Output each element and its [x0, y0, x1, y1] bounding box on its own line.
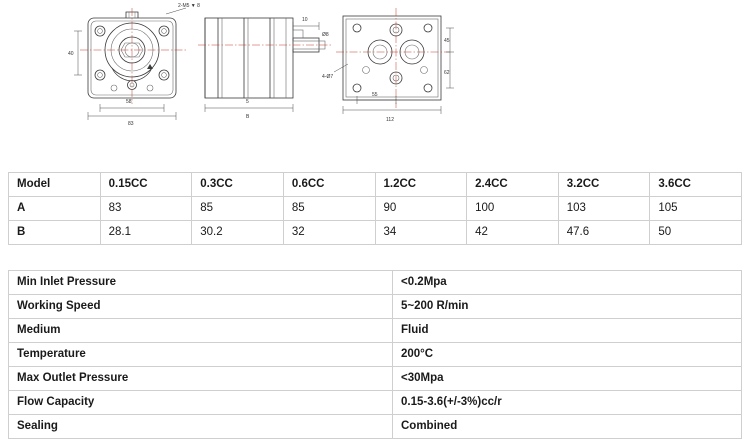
annotation-rear-bottom: 112 [386, 117, 394, 123]
annotation-side-inner: 5 [246, 99, 249, 105]
dimension-b-2: 32 [283, 221, 375, 245]
table-row [9, 173, 742, 197]
spec-value-min-inlet-pressure: <0.2Mpa [393, 271, 742, 295]
table-row [9, 197, 742, 221]
spec-label-medium: Medium [9, 319, 393, 343]
pump-technical-drawing [0, 0, 750, 160]
dimension-a-5: 103 [558, 197, 650, 221]
table-row [9, 367, 742, 391]
dimension-header-3: 1.2CC [375, 173, 467, 197]
table-row [9, 391, 742, 415]
spec-label-sealing: Sealing [9, 415, 393, 439]
dimension-a-0: 83 [100, 197, 192, 221]
spec-value-medium: Fluid [393, 319, 742, 343]
table-row [9, 271, 742, 295]
annotation-rear-right-bottom: 62 [444, 70, 450, 76]
spec-label-temperature: Temperature [9, 343, 393, 367]
spec-label-max-outlet-pressure: Max Outlet Pressure [9, 367, 393, 391]
dimension-b-6: 50 [650, 221, 742, 245]
side-view [198, 18, 333, 112]
spec-label-working-speed: Working Speed [9, 295, 393, 319]
dimension-b-3: 34 [375, 221, 467, 245]
annotation-front-bottom-width: 83 [128, 121, 134, 127]
dimension-header-2: 0.6CC [283, 173, 375, 197]
dimension-a-3: 90 [375, 197, 467, 221]
rear-view [334, 8, 454, 114]
dimension-a-4: 100 [467, 197, 559, 221]
dimension-a-2: 85 [283, 197, 375, 221]
dimension-table [8, 172, 742, 245]
specification-table [8, 270, 742, 439]
dimension-b-0: 28.1 [100, 221, 192, 245]
dimension-header-model: Model [9, 173, 101, 197]
annotation-front-bottom-center: 58 [126, 99, 132, 105]
dimension-a-6: 105 [650, 197, 742, 221]
dimension-b-1: 30.2 [192, 221, 284, 245]
dimension-header-1: 0.3CC [192, 173, 284, 197]
table-row [9, 221, 742, 245]
table-row [9, 295, 742, 319]
spec-value-flow-capacity: 0.15-3.6(+/-3%)cc/r [393, 391, 742, 415]
dimension-row-label-a: A [9, 197, 101, 221]
annotation-side-shaft: Ø8 [322, 32, 329, 38]
annotation-rear-bottom-small: 55 [372, 92, 378, 98]
annotation-rear-left: 4-Ø7 [322, 74, 334, 80]
spec-label-flow-capacity: Flow Capacity [9, 391, 393, 415]
annotation-front-top-right: 2-M5 ▼ 8 [178, 3, 200, 9]
dimension-header-0: 0.15CC [100, 173, 192, 197]
dimension-header-5: 3.2CC [558, 173, 650, 197]
spec-label-min-inlet-pressure: Min Inlet Pressure [9, 271, 393, 295]
annotation-side-bottom: B [246, 114, 250, 120]
dimension-b-5: 47.6 [558, 221, 650, 245]
spec-value-sealing: Combined [393, 415, 742, 439]
dimension-table-container [8, 172, 742, 245]
dimension-b-4: 42 [467, 221, 559, 245]
specification-table-container [8, 270, 742, 439]
dimension-header-6: 3.6CC [650, 173, 742, 197]
spec-value-working-speed: 5~200 R/min [393, 295, 742, 319]
dimension-row-label-b: B [9, 221, 101, 245]
annotation-side-top: 10 [302, 17, 308, 23]
dimension-a-1: 85 [192, 197, 284, 221]
table-row [9, 343, 742, 367]
spec-value-max-outlet-pressure: <30Mpa [393, 367, 742, 391]
dimension-header-4: 2.4CC [467, 173, 559, 197]
annotation-rear-right-top: 45 [444, 38, 450, 44]
spec-value-temperature: 200°C [393, 343, 742, 367]
table-row [9, 319, 742, 343]
annotation-front-left: 40 [68, 51, 74, 57]
